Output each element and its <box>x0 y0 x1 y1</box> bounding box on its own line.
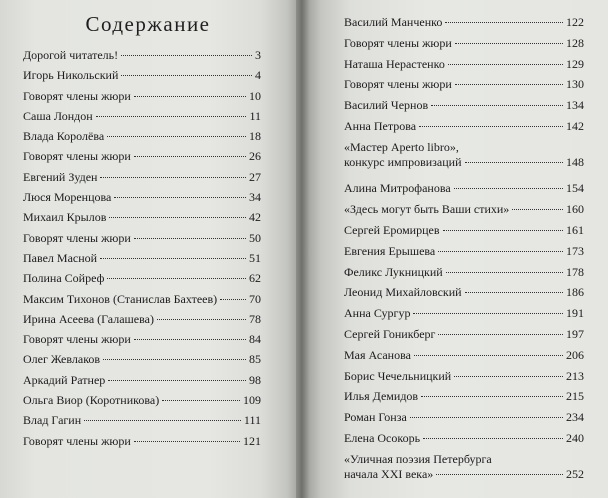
dot-leader <box>134 339 246 340</box>
toc-entry-page-number: 84 <box>249 332 261 347</box>
dot-leader <box>134 96 246 97</box>
dot-leader <box>109 217 246 218</box>
toc-entry-title: Василий Манченко <box>344 15 443 29</box>
toc-entry[interactable] <box>23 332 261 352</box>
toc-entry-title: Дорогой читатель! <box>23 48 119 62</box>
toc-entry-title: Полина Сойреф <box>23 271 105 286</box>
toc-entry-page-number: 26 <box>249 149 261 164</box>
toc-entry-title: Роман Гонза <box>344 410 407 425</box>
toc-entry-title: Павел Масной <box>23 250 98 265</box>
toc-entry-title: Феликс Лукницкий <box>344 264 443 279</box>
dot-leader <box>84 420 241 421</box>
toc-entry-page-number: 51 <box>249 250 261 265</box>
dot-leader <box>107 278 246 279</box>
toc-entry-line <box>23 129 261 144</box>
dot-leader <box>121 55 252 56</box>
toc-entry-line <box>23 312 261 327</box>
dot-leader <box>465 292 563 293</box>
toc-entry-page-number: 191 <box>566 306 584 321</box>
dot-leader <box>423 438 563 439</box>
toc-entry-line <box>344 306 584 321</box>
toc-entry-page-number: 11 <box>249 108 261 123</box>
toc-entry-page-number: 197 <box>566 326 584 341</box>
toc-entry-page-number: 62 <box>249 271 261 286</box>
toc-entry-title: Мая Асанова <box>344 347 411 362</box>
toc-entry-line <box>23 373 261 388</box>
toc-entry-line <box>344 119 584 134</box>
toc-entry-line <box>23 109 261 124</box>
toc-entry-title: Анна Сургур <box>344 306 411 321</box>
toc-entry-title: Влада Королёва <box>23 129 105 144</box>
toc-entry-page-number: 161 <box>566 222 584 237</box>
toc-entry-page-number: 98 <box>249 372 261 387</box>
toc-entry-page-number: 34 <box>249 190 261 205</box>
toc-entry-title-line: «Уличная поэзия Петербурга <box>344 451 492 466</box>
toc-entry-title: Говорят члены жюри <box>23 230 131 245</box>
toc-entry-page-number: 122 <box>566 15 584 29</box>
toc-entry-page-number: 10 <box>249 88 261 103</box>
toc-entry-title: Ирина Асеева (Галашева) <box>23 311 154 326</box>
toc-entry-title: конкурс импровизаций <box>344 154 462 169</box>
dot-leader <box>220 299 246 300</box>
toc-entry-line <box>344 36 584 51</box>
toc-entry-page-number: 129 <box>566 56 584 71</box>
toc-entry-page-number: 128 <box>566 35 584 50</box>
toc-entry-title: Алина Митрофанова <box>344 181 451 196</box>
toc-entry-page-number: 178 <box>566 264 584 279</box>
dot-leader <box>455 43 563 44</box>
toc-entry[interactable] <box>23 393 261 413</box>
toc-entry[interactable] <box>23 48 261 68</box>
toc-entry[interactable] <box>23 434 261 454</box>
toc-entry-page-number: 3 <box>255 48 261 62</box>
toc-entry-line <box>344 327 584 342</box>
dot-leader <box>157 319 246 320</box>
toc-entry-page-number: 109 <box>243 393 261 408</box>
toc-entry-page-number: 18 <box>249 129 261 144</box>
toc-entry-line <box>344 285 584 300</box>
toc-entry[interactable] <box>23 271 261 291</box>
toc-entry-title: Борис Чечельницкий <box>344 368 452 383</box>
toc-entry-line <box>344 348 584 363</box>
toc-entry-line <box>23 210 261 225</box>
dot-leader <box>454 188 563 189</box>
toc-entry[interactable] <box>23 190 261 210</box>
toc-entry[interactable] <box>344 244 584 265</box>
toc-entry-page-number: 240 <box>566 430 584 445</box>
toc-entry[interactable] <box>23 312 261 332</box>
toc-entry-page-number: 206 <box>566 347 584 362</box>
toc-entry[interactable] <box>344 327 584 348</box>
toc-entry-line <box>344 431 584 446</box>
toc-list-right <box>344 15 584 493</box>
toc-entry-line <box>23 352 261 367</box>
dot-leader <box>419 126 563 127</box>
toc-entry-title: Говорят члены жюри <box>23 88 131 103</box>
toc-entry-title: Говорят члены жюри <box>344 35 452 50</box>
toc-entry-line <box>23 251 261 266</box>
toc-entry-line <box>344 77 584 92</box>
dot-leader <box>134 238 246 239</box>
toc-entry[interactable] <box>23 170 261 190</box>
toc-entry[interactable] <box>23 352 261 372</box>
toc-entry[interactable] <box>23 129 261 149</box>
toc-entry[interactable] <box>23 89 261 109</box>
toc-entry-title: Говорят члены жюри <box>344 77 452 92</box>
toc-entry[interactable] <box>344 348 584 369</box>
toc-entry-title: Ольга Виор (Коротникова) <box>23 393 160 408</box>
toc-entry-page-number: 154 <box>566 181 584 196</box>
toc-entry-title: Влад Гагин <box>23 413 82 428</box>
toc-entry-line <box>344 244 584 259</box>
left-page <box>0 0 296 498</box>
toc-entry-line <box>344 265 584 280</box>
book-gutter <box>296 0 309 498</box>
dot-leader <box>414 355 563 356</box>
toc-entry[interactable] <box>344 77 584 98</box>
toc-entry-line <box>344 369 584 384</box>
toc-entry[interactable] <box>23 109 261 129</box>
dot-leader <box>103 359 246 360</box>
toc-entry[interactable] <box>344 98 584 119</box>
dot-leader <box>100 258 246 259</box>
toc-entry-page-number: 148 <box>566 154 584 169</box>
toc-entry[interactable] <box>344 15 584 36</box>
dot-leader <box>446 272 563 273</box>
toc-entry-page-number: 42 <box>249 210 261 225</box>
toc-entry[interactable] <box>344 389 584 410</box>
toc-entry-title: Сергей Еромирцев <box>344 222 440 237</box>
toc-entry-line <box>23 292 261 307</box>
toc-entry-line <box>23 434 261 449</box>
toc-entry-title: Василий Чернов <box>344 98 429 113</box>
dot-leader <box>443 230 563 231</box>
toc-entry-line <box>344 223 584 238</box>
toc-entry-page-number: 121 <box>243 433 261 448</box>
toc-entry-line <box>344 389 584 404</box>
toc-entry-page-number: 85 <box>249 352 261 367</box>
toc-entry-title: Сергей Гоникберг <box>344 326 436 341</box>
toc-entry-title: Елена Осокорь <box>344 430 421 445</box>
toc-entry[interactable] <box>344 265 584 286</box>
toc-entry-title: Михаил Крылов <box>23 210 107 225</box>
toc-entry-page-number: 111 <box>243 413 261 428</box>
dot-leader <box>431 105 563 106</box>
toc-entry-line <box>344 202 584 217</box>
toc-entry-title: Олег Жевлаков <box>23 352 101 367</box>
dot-leader <box>436 474 563 475</box>
toc-entry[interactable] <box>23 413 261 433</box>
right-page <box>309 0 608 498</box>
toc-entry-title: Наташа Нерастенко <box>344 56 445 71</box>
toc-entry-title: Говорят члены жюри <box>23 149 131 164</box>
toc-entry[interactable] <box>344 140 584 182</box>
dot-leader <box>454 376 563 377</box>
toc-entry-page-number: 215 <box>566 389 584 404</box>
dot-leader <box>445 22 563 23</box>
dot-leader <box>413 313 563 314</box>
toc-entry-line <box>344 15 584 30</box>
toc-entry[interactable] <box>23 292 261 312</box>
toc-entry-title: Игорь Никольский <box>23 68 119 83</box>
toc-entry-line <box>23 68 261 83</box>
toc-entry-title: Аркадий Ратнер <box>23 372 106 387</box>
toc-entry-page-number: 70 <box>249 291 261 306</box>
toc-entry-page-number: 173 <box>566 243 584 258</box>
toc-entry[interactable] <box>344 369 584 390</box>
toc-entry-line <box>23 190 261 205</box>
toc-entry-page-number: 50 <box>249 230 261 245</box>
toc-entry-title: Леонид Михайловский <box>344 285 462 300</box>
toc-entry-title: «Здесь могут быть Ваши стихи» <box>344 202 510 217</box>
toc-entry-page-number: 160 <box>566 202 584 217</box>
toc-entry-line <box>344 410 584 425</box>
toc-entry-line <box>344 467 584 482</box>
dot-leader <box>448 64 563 65</box>
dot-leader <box>162 400 240 401</box>
dot-leader <box>410 417 563 418</box>
toc-entry[interactable] <box>23 210 261 230</box>
toc-entry-page-number: 186 <box>566 285 584 300</box>
toc-entry[interactable] <box>344 57 584 78</box>
toc-entry-title: Евгений Зуден <box>23 169 98 184</box>
toc-entry-title: Евгения Ерышева <box>344 243 436 258</box>
toc-entry[interactable] <box>23 68 261 88</box>
toc-entry[interactable] <box>344 452 584 494</box>
toc-entry-line <box>23 332 261 347</box>
toc-entry-line <box>23 170 261 185</box>
dot-leader <box>455 84 563 85</box>
toc-entry-line <box>344 155 584 170</box>
toc-entry-title: Анна Петрова <box>344 118 417 133</box>
toc-entry-page-number: 27 <box>249 169 261 184</box>
toc-entry-page-number: 213 <box>566 368 584 383</box>
toc-entry-page-number: 134 <box>566 98 584 113</box>
toc-entry-page-number: 78 <box>249 311 261 326</box>
dot-leader <box>134 441 240 442</box>
toc-entry-page-number: 130 <box>566 77 584 92</box>
toc-entry[interactable] <box>23 149 261 169</box>
toc-entry[interactable] <box>344 223 584 244</box>
toc-entry-title: Максим Тихонов (Станислав Бахтеев) <box>23 291 218 306</box>
toc-entry[interactable] <box>344 202 584 223</box>
toc-entry-line <box>23 149 261 164</box>
toc-entry-title: Илья Демидов <box>344 389 419 404</box>
toc-entry-line <box>23 393 261 408</box>
toc-entry[interactable] <box>344 119 584 140</box>
toc-entry[interactable] <box>23 251 261 271</box>
toc-entry-title: Говорят члены жюри <box>23 332 131 347</box>
dot-leader <box>438 334 563 335</box>
dot-leader <box>96 116 247 117</box>
toc-entry-page-number: 142 <box>566 118 584 133</box>
dot-leader <box>421 396 563 397</box>
toc-entry-page-number: 4 <box>255 68 261 83</box>
toc-entry-title: Люся Моренцова <box>23 190 112 205</box>
toc-entry[interactable] <box>23 231 261 251</box>
toc-entry[interactable] <box>23 373 261 393</box>
toc-entry-title: Саша Лондон <box>23 108 93 123</box>
toc-entry[interactable] <box>344 431 584 452</box>
toc-entry[interactable] <box>344 181 584 202</box>
toc-entry[interactable] <box>344 285 584 306</box>
dot-leader <box>438 251 563 252</box>
dot-leader <box>134 156 246 157</box>
toc-entry-line <box>23 413 261 428</box>
dot-leader <box>100 177 246 178</box>
dot-leader <box>512 209 563 210</box>
toc-list-left <box>23 48 261 454</box>
toc-entry-line <box>344 98 584 113</box>
dot-leader <box>121 75 252 76</box>
toc-entry[interactable] <box>344 410 584 431</box>
dot-leader <box>465 162 564 163</box>
toc-entry-line <box>344 181 584 196</box>
toc-entry-line <box>23 48 261 63</box>
toc-entry-line <box>344 57 584 72</box>
toc-entry-line <box>23 89 261 104</box>
toc-entry-page-number: 234 <box>566 410 584 425</box>
toc-entry[interactable] <box>344 36 584 57</box>
toc-entry-page-number: 252 <box>566 466 584 481</box>
toc-entry-line <box>23 271 261 286</box>
toc-entry-title: начала XXI века» <box>344 466 434 481</box>
toc-entry[interactable] <box>344 306 584 327</box>
toc-entry-title: Говорят члены жюри <box>23 433 131 448</box>
dot-leader <box>107 136 246 137</box>
toc-heading: Содержание <box>85 12 211 36</box>
toc-entry-title-line: «Мастер Aperto libro», <box>344 139 459 154</box>
toc-entry-line <box>23 231 261 246</box>
dot-leader <box>114 197 246 198</box>
dot-leader <box>108 380 246 381</box>
